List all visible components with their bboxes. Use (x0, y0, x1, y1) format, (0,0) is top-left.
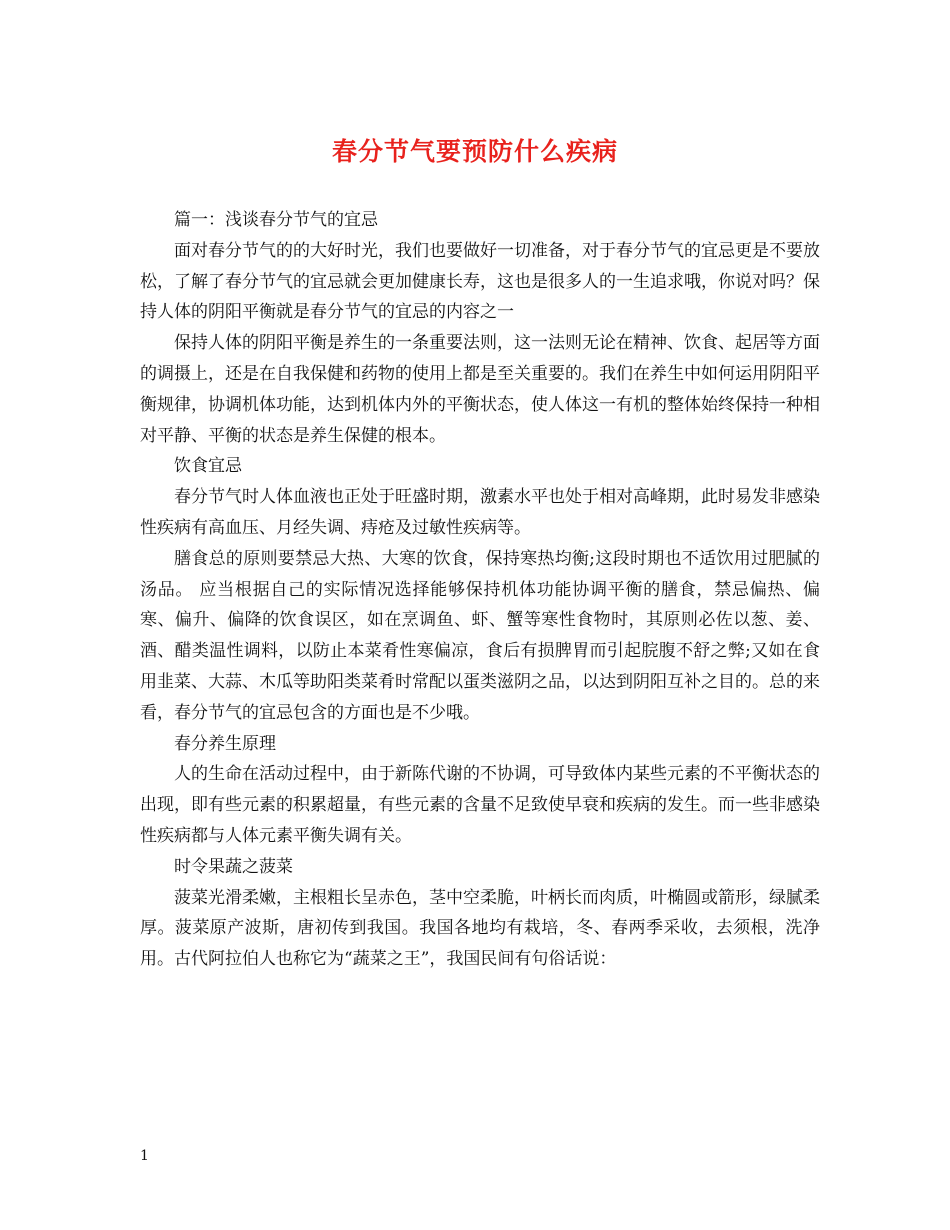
section-heading-4: 时令果蔬之菠菜 (174, 856, 293, 877)
document-body (140, 205, 820, 975)
paragraph-4: 膳食总的原则要禁忌大热、大寒的饮食，保持寒热均衡;这段时期也不适饮用过肥腻的汤品。 应当根据自己的实际情况选择能够保持机体功能协调平衡的膳食，禁忌偏热、偏寒、偏升、偏降的饮食误区，如在烹调鱼、虾、蟹等寒性食物时，其原则必佐以葱、姜、酒、醋类温性调料，以防止本菜肴性寒偏凉，食后有损脾胃而引起脘腹不舒之弊;又如在食用韭菜、大蒜、木瓜等助阳类菜肴时常配以蛋类滋阴之品，以达到阴阳互补之目的。总的来看，春分节气的宜忌包含的方面也是不少哦。 (140, 548, 820, 723)
paragraph-1: 面对春分节气的的大好时光，我们也要做好一切准备，对于春分节气的宜忌更是不要放松，了解了春分节气的宜忌就会更加健康长寿，这也是很多人的一生追求哦，你说对吗？保持人体的阴阳平衡就是春分节气的宜忌的内容之一 (140, 240, 820, 323)
paragraph-6: 菠菜光滑柔嫩，主根粗长呈赤色，茎中空柔脆，叶柄长而肉质，叶椭圆或箭形，绿腻柔厚。菠菜原产波斯，唐初传到我国。我国各地均有栽培，冬、春两季采收，去须根，洗净用。古代阿拉伯人也称它为“蔬菜之王”，我国民间有句俗话说： (140, 887, 820, 970)
document-title: 春分节气要预防什么疾病 (331, 137, 618, 166)
section-heading-2: 饮食宜忌 (174, 456, 242, 477)
paragraph-2: 保持人体的阴阳平衡是养生的一条重要法则，这一法则无论在精神、饮食、起居等方面的调摄上，还是在自我保健和药物的使用上都是至关重要的。我们在养生中如何运用阴阳平衡规律，协调机体功能，达到机体内外的平衡状态，使人体这一有机的整体始终保持一种相对平静、平衡的状态是养生保健的根本。 (140, 333, 820, 446)
paragraph-3: 春分节气时人体血液也正处于旺盛时期，激素水平也处于相对高峰期，此时易发非感染性疾病有高血压、月经失调、痔疮及过敏性疾病等。 (140, 487, 820, 538)
section-heading-1: 篇一：浅谈春分节气的宜忌 (174, 210, 378, 230)
page-number: 1 (140, 1148, 149, 1164)
paragraph-5: 人的生命在活动过程中，由于新陈代谢的不协调，可导致体内某些元素的不平衡状态的出现，即有些元素的积累超量，有些元素的含量不足致使早衰和疾病的发生。而一些非感染性疾病都与人体元素平衡失调有关。 (140, 764, 820, 846)
section-heading-3: 春分养生原理 (174, 733, 276, 754)
